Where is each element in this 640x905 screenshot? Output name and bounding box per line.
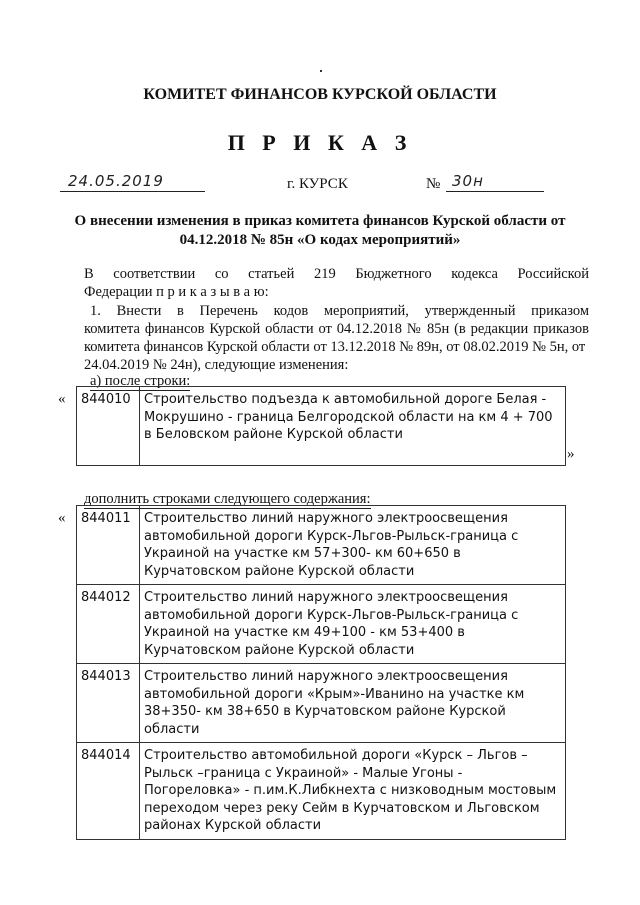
row-code: 844014: [77, 743, 140, 840]
row-text: Строительство линий наружного электроосвещения автомобильной дороги «Крым»-Иванино на участке км 38+350- км 38+650 в Курчатовском районе Курской области: [140, 664, 566, 743]
document-type-title: П Р И К А З: [227, 130, 413, 155]
row-code: 844013: [77, 664, 140, 743]
close-quote-1: »: [567, 446, 575, 462]
item-1-text: комитета финансов Курской области от 04.12.2018 № 85н (в редакции приказов комитета финансов Курской области от 13.12.2018 № 89н, от 08.02.2019 № 5н, от: [84, 321, 589, 355]
number-underline: [446, 191, 544, 192]
item-1-end: 24.04.2019 № 24н), следующие изменения:: [84, 357, 349, 373]
date-underline: [60, 191, 205, 192]
row-text: Строительство линий наружного электроосвещения автомобильной дороги Курск-Льгов-Рыльск-граница с Украиной на участке км 49+100 - км 53+400 в Курчатовском районе Курской области: [140, 585, 566, 664]
table-row: [77, 585, 566, 664]
number-sign: №: [426, 176, 441, 192]
city-label: г. КУРСК: [287, 176, 348, 192]
row-code: 844012: [77, 585, 140, 664]
add-rows-label: дополнить строками следующего содержания:: [84, 491, 371, 507]
order-subject: [40, 212, 600, 250]
row-code: 844011: [77, 506, 140, 585]
organization-name: КОМИТЕТ ФИНАНСОВ КУРСКОЙ ОБЛАСТИ: [143, 86, 497, 103]
row-text: Строительство автомобильной дороги «Курск – Льгов – Рыльск –граница с Украиной» - Малые Угоны - Погореловка» - п.им.К.Либкнехта с низководным мостовым переходом через реку Сейм в Курчатовском и Льговском районах Курской области: [140, 743, 566, 840]
row-text: Строительство линий наружного электроосвещения автомобильной дороги Курск-Льгов-Рыльск-граница с Украиной на участке км 57+300- км 60+650 в Курчатовском районе Курской области: [140, 506, 566, 585]
date-handwritten: 24.05.2019: [68, 172, 164, 190]
order-number-handwritten: 30н: [452, 172, 484, 190]
subject-line-1: О внесении изменения в приказ комитета финансов Курской области от: [74, 213, 566, 229]
row-code: 844010: [77, 387, 140, 466]
ink-dot: [320, 70, 322, 72]
subject-line-2: 04.12.2018 № 85н «О кодах мероприятий»: [179, 232, 461, 248]
row-text: Строительство подъезда к автомобильной дороге Белая - Мокрушино - граница Белгородской области на км 4 + 700 в Беловском районе Курской области: [140, 387, 566, 466]
sub-item-a: а) после строки:: [90, 373, 191, 389]
table-row: [77, 664, 566, 743]
new-rows-table: [76, 505, 566, 840]
table-row: [77, 387, 566, 466]
open-quote-2: «: [58, 510, 66, 526]
table-row: [77, 506, 566, 585]
intro-line-2: Федерации п р и к а з ы в а ю:: [84, 284, 269, 300]
intro-line-1: В соответствии со статьей 219 Бюджетного кодекса Российской: [84, 266, 589, 282]
open-quote-1: «: [58, 391, 66, 407]
table-row: [77, 743, 566, 840]
after-row-table: [76, 386, 566, 466]
item-1-lead: 1. Внести в Перечень кодов мероприятий, утвержденный приказом: [90, 303, 589, 319]
